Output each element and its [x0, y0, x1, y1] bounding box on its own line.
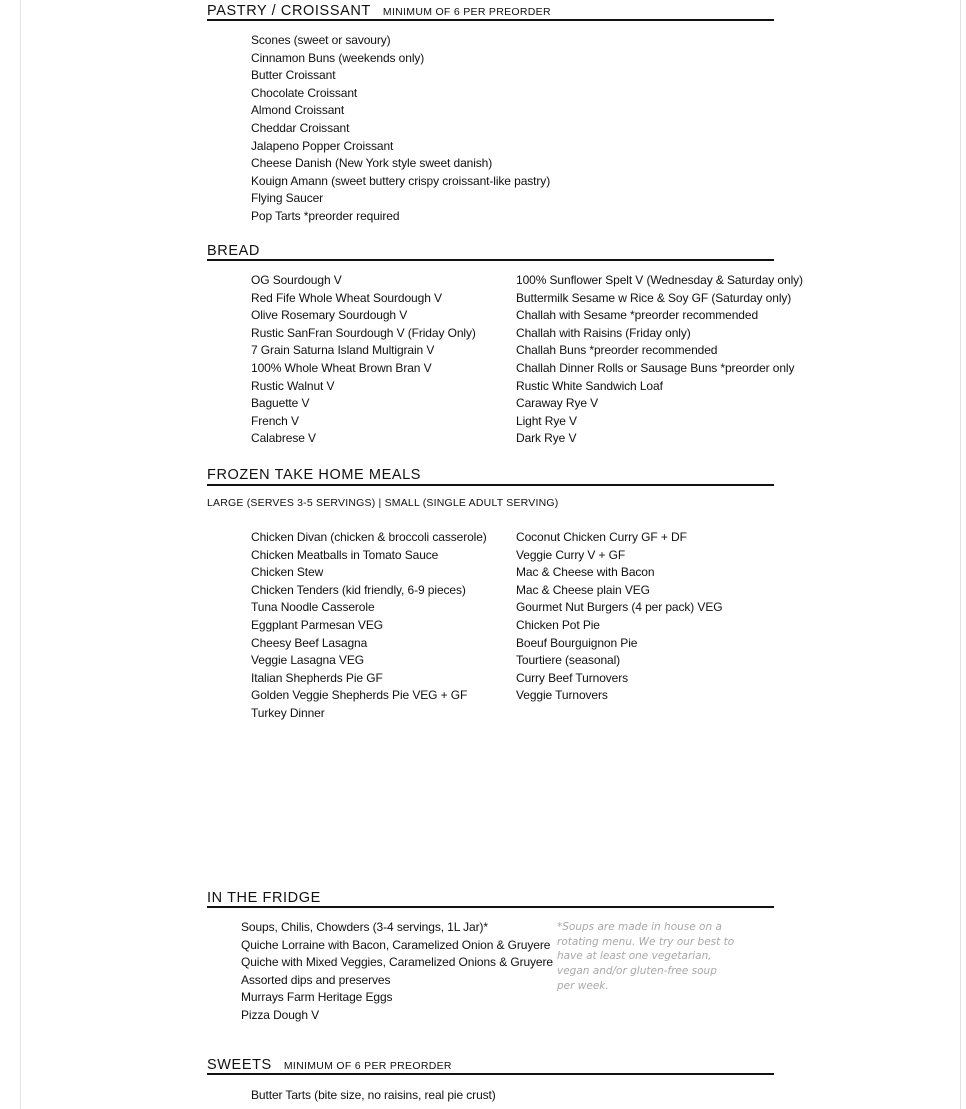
- list-item: Caraway Rye V: [516, 396, 599, 411]
- list-item: Quiche with Mixed Veggies, Caramelized Onions & Gruyere: [241, 955, 553, 970]
- list-item: Chicken Pot Pie: [516, 617, 600, 632]
- list-item: Butter Croissant: [251, 68, 336, 83]
- bread-list-right: [516, 272, 803, 448]
- list-item: Buttermilk Sesame w Rice & Soy GF (Saturday only): [516, 290, 792, 305]
- list-item: Cheese Danish (New York style sweet danish): [251, 156, 493, 171]
- page-edge-left: [20, 0, 21, 1109]
- list-item: Mac & Cheese plain VEG: [516, 582, 650, 597]
- fridge-list: [241, 919, 553, 1025]
- list-item: 100% Whole Wheat Brown Bran V: [251, 360, 432, 375]
- bread-list-left: [251, 272, 476, 448]
- list-item: Rustic Walnut V: [251, 378, 335, 393]
- sweets-title: SWEETS: [207, 1057, 272, 1073]
- list-item: Olive Rosemary Sourdough V: [251, 308, 408, 323]
- list-item: Cheesy Beef Lasagna: [251, 635, 368, 650]
- list-item: Pop Tarts *preorder required: [251, 208, 400, 223]
- list-item: Tourtiere (seasonal): [516, 653, 621, 668]
- list-item: Scones (sweet or savoury): [251, 33, 391, 47]
- list-item: OG Sourdough V: [251, 273, 342, 287]
- fridge-rule: [207, 906, 774, 908]
- list-item: Challah with Sesame *preorder recommended: [516, 308, 759, 323]
- page-edge-right: [960, 0, 961, 1109]
- pastry-rule: [207, 19, 774, 21]
- list-item: Jalapeno Popper Croissant: [251, 138, 394, 153]
- list-item: Turkey Dinner: [251, 705, 325, 720]
- list-item: Eggplant Parmesan VEG: [251, 617, 383, 632]
- frozen-rule: [207, 484, 774, 486]
- frozen-list-left: [251, 529, 487, 723]
- list-item: Veggie Curry V + GF: [516, 547, 626, 562]
- list-item: Challah Buns *preorder recommended: [516, 343, 718, 358]
- list-item: Boeuf Bourguignon Pie: [516, 635, 638, 650]
- frozen-serving-note: LARGE (SERVES 3-5 SERVINGS) | SMALL (SINGLE ADULT SERVING): [207, 497, 559, 509]
- fridge-heading: [207, 889, 321, 907]
- list-item: Chicken Meatballs in Tomato Sauce: [251, 547, 439, 562]
- bread-title: BREAD: [207, 243, 260, 259]
- list-item: Coconut Chicken Curry GF + DF: [516, 530, 687, 544]
- list-item: Chicken Tenders (kid friendly, 6-9 pieces): [251, 582, 466, 597]
- frozen-list-right: [516, 529, 722, 705]
- bread-heading: [207, 242, 260, 260]
- list-item: Red Fife Whole Wheat Sourdough V: [251, 290, 442, 305]
- list-item: Golden Veggie Shepherds Pie VEG + GF: [251, 688, 468, 703]
- list-item: Baguette V: [251, 396, 310, 411]
- list-item: Chocolate Croissant: [251, 85, 358, 100]
- list-item: Rustic White Sandwich Loaf: [516, 378, 663, 393]
- bread-rule: [207, 259, 774, 261]
- list-item: Veggie Lasagna VEG: [251, 653, 364, 668]
- list-item: Cheddar Croissant: [251, 120, 350, 135]
- list-item: Soups, Chilis, Chowders (3-4 servings, 1L Jar)*: [241, 920, 488, 934]
- list-item: Gourmet Nut Burgers (4 per pack) VEG: [516, 600, 723, 615]
- list-item: Mac & Cheese with Bacon: [516, 565, 655, 580]
- sweets-list: [251, 1087, 496, 1105]
- list-item: Tuna Noodle Casserole: [251, 600, 375, 615]
- pastry-subheading: MINIMUM OF 6 PER PREORDER: [382, 6, 551, 18]
- list-item: Chicken Divan (chicken & broccoli casserole): [251, 530, 487, 544]
- list-item: Calabrese V: [251, 431, 316, 446]
- frozen-title: FROZEN TAKE HOME MEALS: [207, 467, 422, 483]
- list-item: Dark Rye V: [516, 431, 577, 446]
- list-item: French V: [251, 413, 299, 428]
- list-item: Flying Saucer: [251, 191, 324, 206]
- pastry-title: PASTRY / CROISSANT: [207, 3, 371, 19]
- list-item: Kouign Amann (sweet buttery crispy croissant-like pastry): [251, 173, 551, 188]
- list-item: Quiche Lorraine with Bacon, Caramelized Onion & Gruyere: [241, 937, 551, 952]
- list-item: 7 Grain Saturna Island Multigrain V: [251, 343, 435, 358]
- list-item: Assorted dips and preserves: [241, 972, 391, 987]
- list-item: Challah with Raisins (Friday only): [516, 325, 691, 340]
- list-item: Murrays Farm Heritage Eggs: [241, 990, 393, 1005]
- list-item: Veggie Turnovers: [516, 688, 608, 703]
- sweets-subheading: MINIMUM OF 6 PER PREORDER: [283, 1060, 452, 1072]
- pastry-list: [251, 32, 550, 226]
- fridge-title: IN THE FRIDGE: [207, 890, 321, 906]
- list-item: Curry Beef Turnovers: [516, 670, 629, 685]
- sweets-rule: [207, 1073, 774, 1075]
- list-item: Light Rye V: [516, 413, 577, 428]
- frozen-heading: [207, 466, 421, 484]
- list-item: Cinnamon Buns (weekends only): [251, 50, 425, 65]
- list-item: Rustic SanFran Sourdough V (Friday Only): [251, 325, 476, 340]
- soup-footnote: *Soups are made in house on a rotating menu. We try our best to have at least one vegetarian, vegan and/or gluten-free soup per week.: [557, 921, 735, 992]
- list-item: Pizza Dough V: [241, 1007, 320, 1022]
- list-item: Almond Croissant: [251, 103, 345, 118]
- list-item: Chicken Stew: [251, 565, 324, 580]
- list-item: Challah Dinner Rolls or Sausage Buns *preorder only: [516, 360, 795, 375]
- list-item: Butter Tarts (bite size, no raisins, real pie crust): [251, 1088, 496, 1102]
- list-item: 100% Sunflower Spelt V (Wednesday & Saturday only): [516, 273, 803, 287]
- list-item: Italian Shepherds Pie GF: [251, 670, 383, 685]
